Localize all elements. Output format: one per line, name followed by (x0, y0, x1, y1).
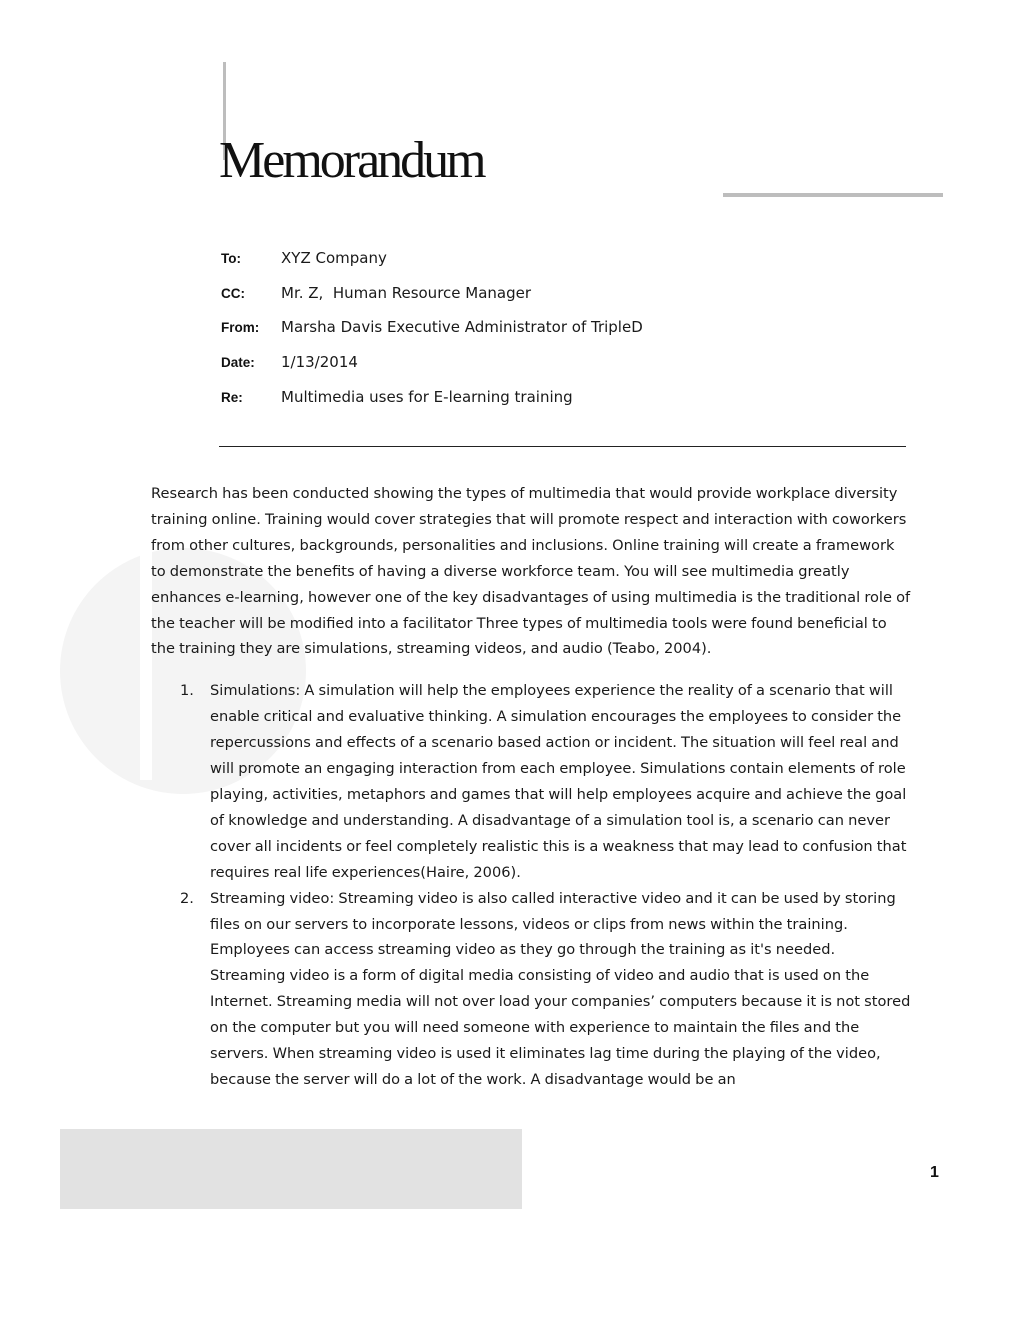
field-re (221, 388, 921, 423)
field-to (221, 249, 921, 284)
field-re-label: Re: (221, 389, 243, 405)
page-number: 1 (930, 1164, 939, 1181)
title-horizontal-rule (723, 193, 943, 197)
memo-body (151, 481, 911, 1093)
memo-title: Memorandum (219, 132, 484, 189)
footer-gray-block (60, 1129, 522, 1209)
field-date-value: 1/13/2014 (281, 353, 358, 372)
field-to-label: To: (221, 251, 241, 266)
header-divider (219, 446, 906, 447)
field-cc-label: CC: (221, 285, 245, 301)
field-cc (221, 284, 921, 319)
numbered-list (151, 678, 911, 1093)
list-item-text: Streaming video: Streaming video is also called interactive video and it can be used by storing files on our servers to incorporate lessons, videos or clips from news within the training. Employees can access streaming video as they go through the training as it's needed. Streaming video is a form of digital media consisting of video and audio that is used on the Internet. Streaming media will not over load your companies’ computers because it is not stored on the computer but you will need someone with experience to maintain the files and the servers. When streaming video is used it eliminates lag time during the playing of the video, because the server will do a lot of the work. A disadvantage would be an (210, 889, 911, 1088)
list-item-text: Simulations: A simulation will help the employees experience the reality of a scenario that will enable critical and evaluative thinking. A simulation encourages the employees to consider the repercussions and effects of a scenario based action or incident. The situation will feel real and will promote an engaging interaction from each employee. Simulations contain elements of role playing, activities, metaphors and games that will help employees acquire and achieve the goal of knowledge and understanding. A disadvantage of a simulation tool is, a scenario can never cover all incidents or feel completely realistic this is a weakness that may lead to confusion that requires real life experiences(Haire, 2006). (210, 682, 907, 881)
list-item-simulations (151, 678, 911, 885)
field-date (221, 353, 921, 388)
list-item-streaming-video (151, 886, 911, 1093)
field-to-value: XYZ Company (281, 249, 387, 267)
field-from (221, 318, 921, 353)
field-date-label: Date: (221, 355, 255, 371)
field-cc-value: Mr. Z, Human Resource Manager (281, 283, 532, 302)
field-from-value: Marsha Davis Executive Administrator of TripleD (281, 318, 643, 337)
intro-paragraph: Research has been conducted showing the types of multimedia that would provide workplace diversity training online. Training would cover strategies that will promote respect and interaction with coworkers from other cultures, backgrounds, personalities and inclusions. Online training will create a framework to demonstrate the benefits of having a diverse workforce team. You will see multimedia greatly enhances e-learning, however one of the key disadvantages of using multimedia is the traditional role of the teacher will be modified into a facilitator Three types of multimedia tools were found beneficial to the training they are simulations, streaming videos, and audio (Teabo, 2004). (151, 485, 911, 658)
memo-header-fields (221, 249, 921, 422)
list-item-number: 2. (180, 889, 194, 907)
field-from-label: From: (221, 320, 260, 336)
field-re-value: Multimedia uses for E-learning training (281, 387, 573, 406)
list-item-number: 1. (180, 682, 194, 700)
